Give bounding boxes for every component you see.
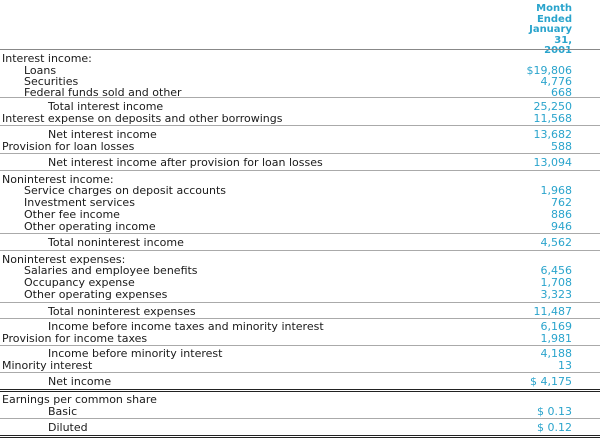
row-label: Service charges on deposit accounts — [24, 184, 227, 197]
column-header-line-3: January 31, — [529, 24, 572, 46]
row-net-interest-after-provision — [0, 156, 600, 169]
row-label: Loans — [24, 64, 57, 77]
row-value: 11,568 — [533, 112, 572, 125]
divider — [0, 318, 600, 319]
row-interest-expense — [0, 112, 600, 125]
row-total-noninterest-income — [0, 236, 600, 249]
row-value: 3,323 — [540, 288, 572, 301]
divider — [0, 125, 600, 126]
row-label: Net interest income after provision for loan losses — [48, 156, 323, 169]
column-header-line-2: Ended — [536, 13, 572, 25]
row-label: Provision for loan losses — [2, 140, 135, 153]
double-rule — [0, 389, 600, 392]
row-value: 1,708 — [540, 276, 572, 289]
row-value: 4,776 — [540, 75, 572, 88]
divider — [0, 233, 600, 234]
row-value: 946 — [551, 220, 572, 233]
row-total-noninterest-expenses — [0, 305, 600, 318]
divider — [0, 302, 600, 303]
row-value: 0.13 — [547, 405, 572, 418]
row-value: 6,456 — [540, 264, 572, 277]
row-value: 13,682 — [533, 128, 572, 141]
row-provision-loan-losses — [0, 140, 600, 153]
row-label: Total noninterest income — [48, 236, 184, 249]
row-value: 25,250 — [533, 100, 572, 113]
row-value: 4,562 — [540, 236, 572, 249]
row-label: Interest income: — [2, 52, 92, 65]
divider — [0, 345, 600, 346]
row-other-operating-expenses — [0, 288, 600, 301]
row-label: Noninterest expenses: — [2, 253, 126, 266]
row-label: Interest expense on deposits and other borrowings — [2, 112, 283, 125]
row-label: Total interest income — [48, 100, 164, 113]
row-label: Federal funds sold and other — [24, 86, 182, 99]
row-label: Total noninterest expenses — [48, 305, 196, 318]
row-provision-income-taxes — [0, 332, 600, 345]
row-federal-funds — [0, 86, 600, 99]
row-value: 6,169 — [540, 320, 572, 333]
row-value: $ 4,175 — [530, 375, 572, 388]
row-label: Diluted — [48, 421, 88, 434]
divider — [0, 372, 600, 373]
row-label: Net interest income — [48, 128, 157, 141]
row-label: Securities — [24, 75, 79, 88]
divider — [0, 250, 600, 251]
row-label: Net income — [48, 375, 112, 388]
double-rule — [0, 435, 600, 438]
row-value: 1,981 — [540, 332, 572, 345]
divider — [0, 418, 600, 419]
row-minority-interest — [0, 359, 600, 372]
row-value: $19,806 — [526, 64, 572, 77]
divider — [0, 170, 600, 171]
column-header-line-1: Month — [536, 3, 572, 14]
row-label: Noninterest income: — [2, 173, 114, 186]
row-value: 1,968 — [540, 184, 572, 197]
row-net-income — [0, 375, 600, 388]
row-value: 886 — [551, 208, 572, 221]
row-label: Income before income taxes and minority interest — [48, 320, 324, 333]
row-label: Salaries and employee benefits — [24, 264, 198, 277]
row-diluted-eps — [0, 421, 600, 434]
currency-symbol: $ — [537, 421, 544, 434]
row-value: 11,487 — [533, 305, 572, 318]
currency-symbol: $ — [537, 405, 544, 418]
column-header-line-4: 2001 — [544, 45, 572, 56]
row-label: Other operating expenses — [24, 288, 168, 301]
row-label: Other operating income — [24, 220, 156, 233]
row-label: Occupancy expense — [24, 276, 135, 289]
row-label: Investment services — [24, 196, 135, 209]
row-label: Provision for income taxes — [2, 332, 148, 345]
row-value: 668 — [551, 86, 572, 99]
row-value: 762 — [551, 196, 572, 209]
row-basic-eps — [0, 405, 600, 418]
row-value: 13 — [558, 359, 572, 372]
divider — [0, 153, 600, 154]
row-label: Minority interest — [2, 359, 93, 372]
row-label: Earnings per common share — [2, 393, 157, 406]
row-value: 588 — [551, 140, 572, 153]
row-value: 13,094 — [533, 156, 572, 169]
row-label: Basic — [48, 405, 78, 418]
row-label: Other fee income — [24, 208, 120, 221]
row-value: 0.12 — [547, 421, 572, 434]
row-other-operating-income — [0, 220, 600, 233]
row-label: Income before minority interest — [48, 347, 223, 360]
header-rule — [0, 49, 600, 50]
row-value: 4,188 — [540, 347, 572, 360]
